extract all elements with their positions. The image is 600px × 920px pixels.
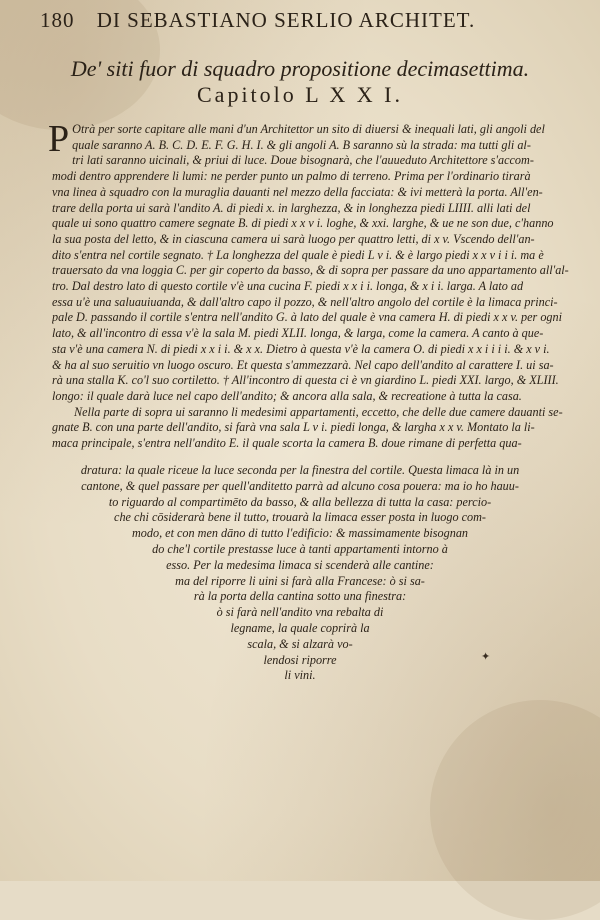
- text-line: lato, & all'incontro di essa v'è la sala M. piedi XLII. longa, & larga, come la camera. A canto à que-: [52, 326, 544, 341]
- text-line: dito s'entra nel cortile segnato. † La longhezza del quale è piedi L v i. & è largo piedi x x v i i i. ma è: [52, 247, 544, 262]
- text-line: pale D. passando il cortile s'entra nell'andito G. à lato del quale è vna camera H. di piedi x x v. per ogni: [52, 310, 563, 325]
- text-line: trare della porta ui sarà l'andito A. di piedi x. in larghezza, & in longhezza piedi LIIII. alli lati del: [52, 200, 531, 215]
- text-line: do che'l cortile prestasse luce à tanti appartamenti intorno à: [152, 541, 448, 556]
- text-line: vna linea à squadro con la muraglia dauanti nel mezzo della facciata: & ivi metterà la porta. All'en-: [52, 184, 543, 199]
- text-line: longo: il quale darà luce nel capo dell'andito; & ancora alla sala, & recreatione à tutta la casa.: [52, 388, 522, 403]
- text-line: ò si farà nell'andito vna rebalta di: [216, 605, 384, 620]
- running-head: [40, 8, 560, 33]
- text-line: sta v'è una camera N. di piedi x x i i. & x x. Dietro à questa v'è la camera O. di piedi x x i i i i. & x v i.: [52, 341, 550, 356]
- text-line: tro. Dal destro lato di questo cortile v'è una cucina F. piedi x x i i. longa, & x i i. larga. A lato ad: [52, 279, 524, 294]
- text-line: Nella parte di sopra ui saranno li medesimi appartamenti, eccetto, che delle due camere dauanti se-: [74, 404, 563, 419]
- text-line: scala, & si alzarà vo-: [247, 636, 353, 651]
- text-line: quale saranno A. B. C. D. E. F. G. H. I. & gli angoli A. B saranno sù la strada: ma tutti gli al-: [72, 137, 531, 152]
- tapering-paragraph: [0, 463, 600, 684]
- text-line: quale ui sono quattro camere segnate B. di piedi x x v i. loghe, & xxi. larghe, & ue ne son due, c'hanno: [52, 216, 554, 231]
- text-line: che chi cōsiderarà bene il tutto, trouarà la limaca esser posta in luogo com-: [114, 510, 486, 525]
- text-line: & ha al suo seruitio vn luogo oscuro. Et questa s'ammezzarà. Nel capo dell'andito al carattere I. ui sa-: [52, 357, 554, 372]
- text-line: li vini.: [284, 668, 316, 683]
- text-line: maca principale, s'entra nell'andito E. il quale scorta la camera B. doue rimane di perfetta qua-: [52, 436, 522, 451]
- running-title: DI SEBASTIANO SERLIO ARCHITET.: [96, 8, 476, 32]
- text-line: legname, la quale coprirà la: [230, 620, 370, 635]
- text-line: essa u'è una saluauiuanda, & dall'altro capo il pozzo, & nell'altro angolo del cortile è la limaca princi-: [52, 294, 558, 309]
- text-line: to riguardo al compartimēto da basso, & alla bellezza di tutta la casa: percio-: [108, 494, 492, 509]
- text-line: la sua posta del letto, & in ciascuna camera ui sarà luogo per quattro letti, di x v. Vscendo dell'an-: [52, 231, 535, 246]
- text-line: cantone, & quel passare per quell'anditetto parrà ad alcuno cosa pouera: ma io ho hauu-: [81, 478, 519, 493]
- ornament-mark: ✦: [481, 650, 491, 663]
- page-number: 180: [40, 8, 75, 32]
- text-line: modi dentro apprendere li lumi: ne perder punto un palmo di terreno. Prima per l'ordinario tirarà: [52, 169, 531, 184]
- text-line: trauersato da vna loggia C. per gir coperto da basso, & di sopra per passare da uno appartamento all'al-: [52, 263, 569, 278]
- main-paragraph: [48, 118, 574, 452]
- text-line: lendosi riporre: [263, 652, 337, 667]
- text-line: modo, et con men dāno di tutto l'edificio: & massimamente bisognan: [131, 526, 469, 541]
- text-line: rà la porta della cantina sotto una finestra:: [193, 589, 407, 604]
- text-line: rà una stalla K. co'l suo cortiletto. † All'incontro di questa ci è vn giardino L. piedi XXI. largo, & XLIII.: [52, 373, 559, 388]
- text-line: gnate B. con una parte dell'andito, si farà vna sala L v i. piedi longa, & largha x x v. Montato la li-: [52, 420, 535, 435]
- chapter-heading: De' siti fuor di squadro propositione decimasettima.: [70, 56, 530, 81]
- text-line: tri lati saranno uicinali, & priui di luce. Doue bisognarà, che l'auueduto Architettore s'accom-: [72, 153, 534, 168]
- paper-stain: [430, 700, 600, 920]
- chapter-number: Capitolo L X X I.: [197, 82, 403, 107]
- text-line: Otrà per sorte capitare alle mani d'un Architettor un sito di diuersi & inequali lati, gli angoli del: [72, 122, 545, 136]
- text-line: ma del riporre li uini si farà alla Francese: ò si sa-: [175, 573, 425, 588]
- text-line: esso. Per la medesima limaca si scenderà alle cantine:: [166, 557, 434, 572]
- drop-cap: P: [48, 118, 70, 160]
- text-line: dratura: la quale riceue la luce seconda per la finestra del cortile. Questa limaca là in un: [80, 463, 520, 477]
